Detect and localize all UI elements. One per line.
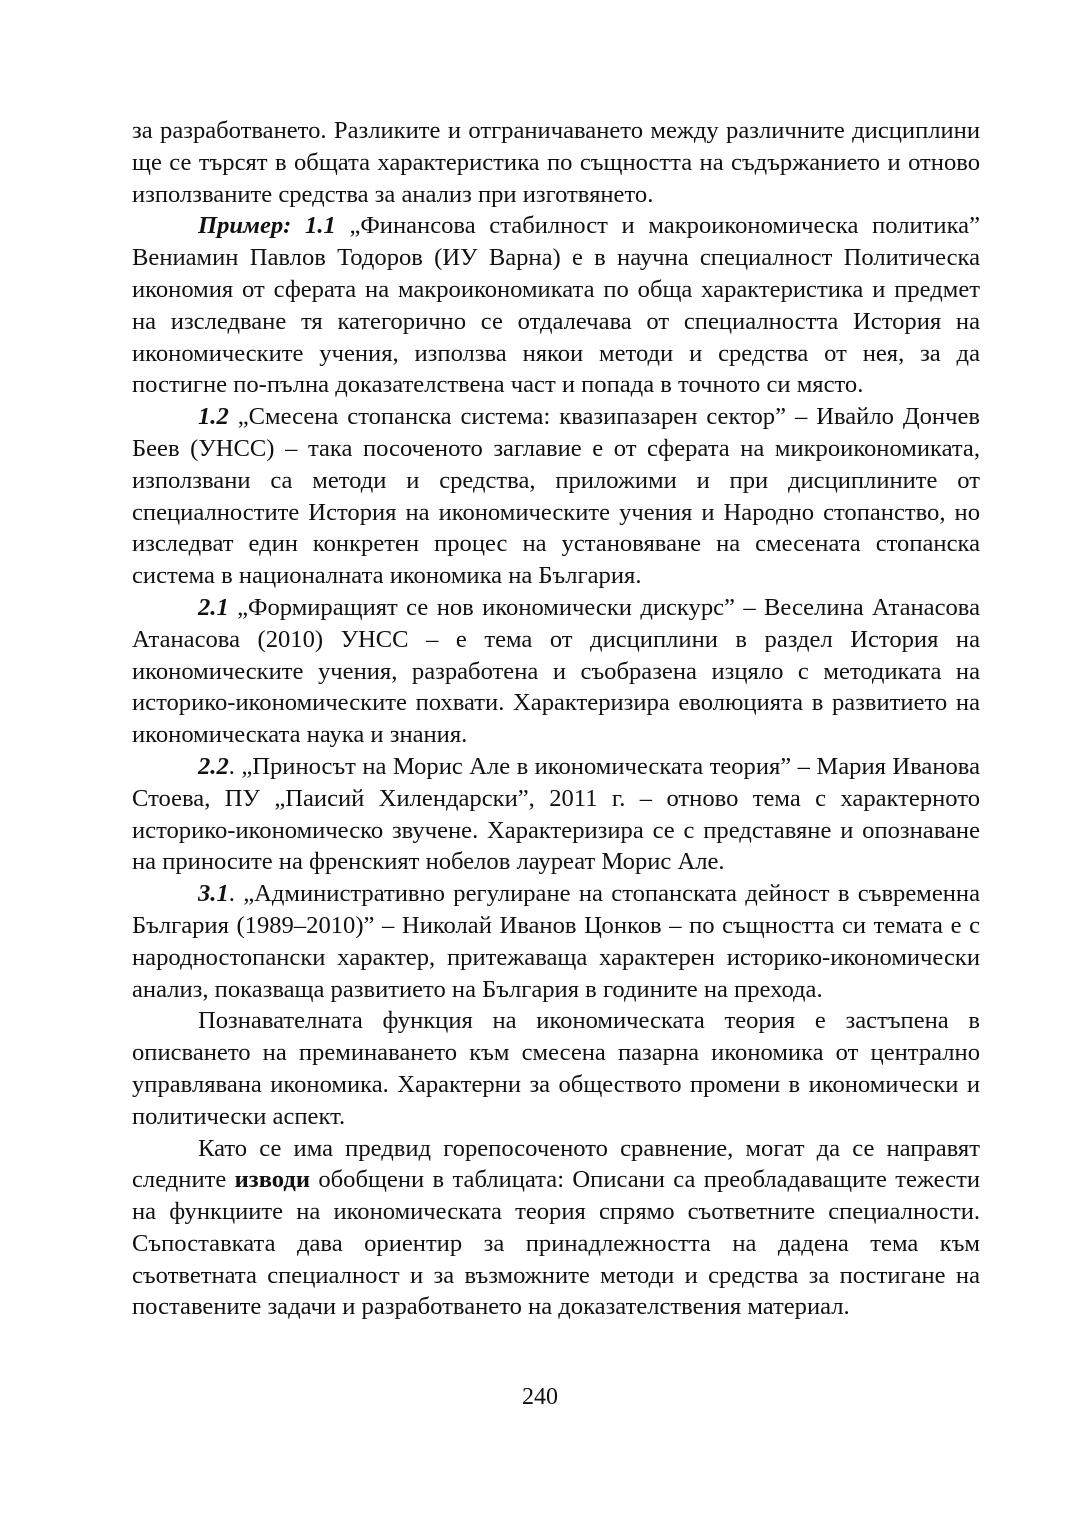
paragraph-example-2-1	[132, 592, 980, 751]
paragraph-text: . „Приносът на Морис Але в икономическата теория” – Мария Иванова Стоева, ПУ „Паисий Хилендарски”, 2011 г. – отново тема с характерното историко-икономическо звучене. Характеризира се с представяне и опознаване на приносите на френският нобелов лауреат Морис Але.	[132, 752, 980, 876]
page-body	[132, 115, 980, 1323]
paragraph-text: . „Административно регулиране на стопанската дейност в съвременна България (1989–2010)” – Николай Иванов Цонков – по същността си темата е с народностопански характер, притежаваща характерен историко-икономически анализ, показваща развитието на България в годините на прехода.	[132, 880, 980, 1003]
paragraph-example-2-2	[132, 751, 980, 878]
paragraph-text: „Формиращият се нов икономически дискурс” – Веселина Атанасова Атанасова (2010) УНСС – е тема от дисциплини в раздел История на икономическите учения, разработена и съобразена изцяло с методиката на историко-икономическите похвати. Характеризира еволюцията в развитието на икономическата наука и знания.	[132, 593, 980, 749]
conclusions-term: изводи	[234, 1166, 311, 1194]
paragraph-text: „Финансова стабилност и макроикономическа политика” Вениамин Павлов Тодоров (ИУ Варна) е в научна специалност Политическа икономия от сферата на макроикономиката по обща характеристика и предмет на изследване тя категорично се отдалечава от специалността История на икономическите учения, използва някои методи и средства от нея, за да постигне по-пълна доказателствена част и попада в точното си място.	[132, 212, 980, 399]
example-label: 2.2	[198, 752, 229, 780]
example-label: 3.1	[198, 880, 229, 908]
paragraph-text-after: обобщени в таблицата: Описани са преобладаващите тежести на функциите на икономическата теория спрямо съответните специалности. Съпоставката дава ориентир за принадлежността на дадена тема към съответната специалност и за възможните методи и средства за постигане на поставените задачи и разработването на доказателствения материал.	[132, 1166, 980, 1321]
paragraph-conclusions	[132, 1133, 980, 1324]
paragraph-text: „Смесена стопанска система: квазипазарен сектор” – Ивайло Дончев Беев (УНСС) – така посоченото заглавие е от сферата на микроикономиката, използвани са методи и средства, приложими и при дисциплините от специалностите История на икономическите учения и Народно стопанство, но изследват един конкретен процес на установяване на смесената стопанска система в националната икономика на България.	[132, 403, 980, 590]
paragraph-cognitive-function	[132, 1005, 980, 1132]
example-label: 2.1	[198, 593, 229, 621]
paragraph-intro	[132, 115, 980, 210]
paragraph-text-before: Като се има предвид горепосоченото сравнение, могат да се направят следните	[132, 1134, 980, 1194]
paragraph-example-3-1	[132, 878, 980, 1005]
example-label: Пример: 1.1	[198, 212, 336, 240]
example-label: 1.2	[198, 403, 229, 431]
paragraph-example-1-2	[132, 401, 980, 592]
page-number: 240	[522, 1384, 558, 1410]
paragraph-text: Познавателната функция на икономическата теория е застъпена в описването на преминаването към смесена пазарна икономика от централно управлявана икономика. Характерни за обществото промени в икономически и политически аспект.	[132, 1007, 980, 1130]
paragraph-example-1-1	[132, 210, 980, 401]
paragraph-text: за разработването. Разликите и отграничаването между различните дисциплини ще се търсят в общата характеристика по същността на съдържанието и отново използваните средства за анализ при изготвянето.	[132, 117, 980, 208]
